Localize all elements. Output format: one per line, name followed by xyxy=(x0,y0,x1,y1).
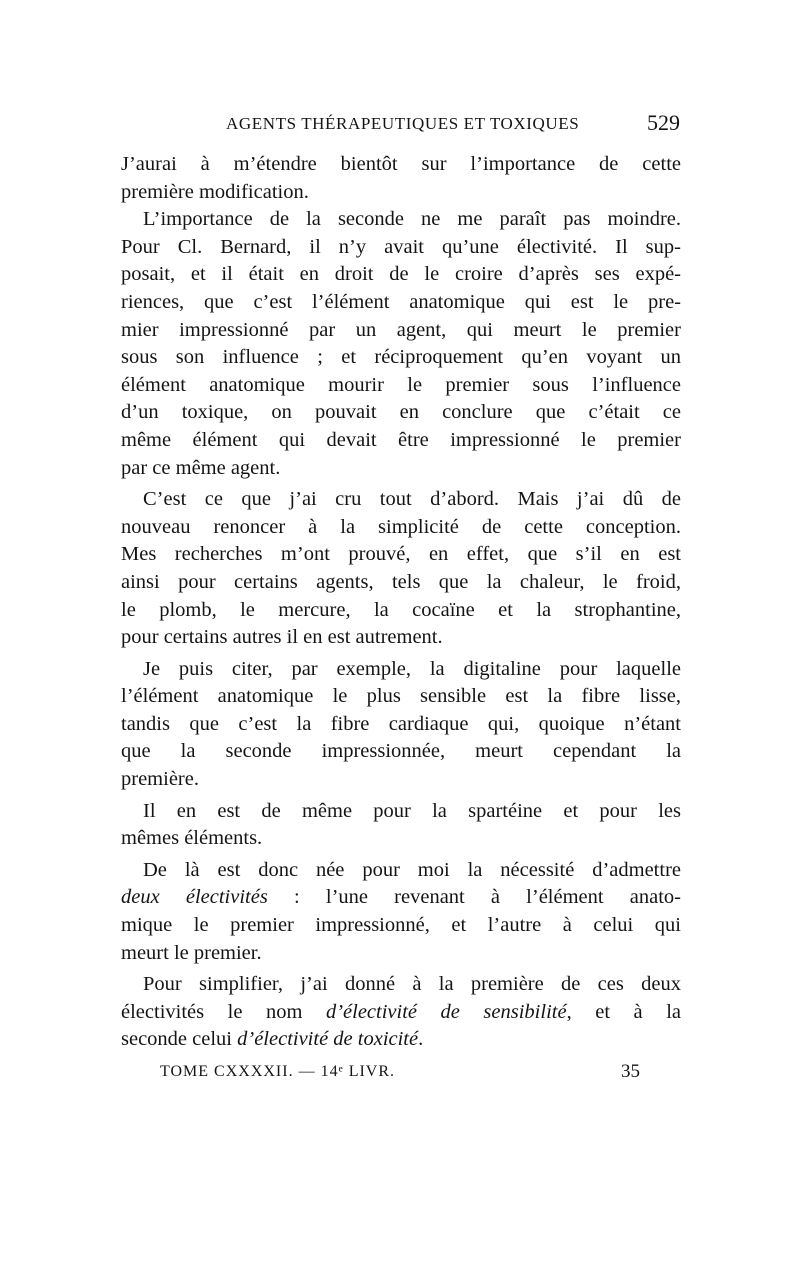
text-line: Il en est de même pour la spartéine et pour les xyxy=(143,799,681,822)
text-line: sous son influence ; et réciproquement qu’en voyant un xyxy=(121,346,681,369)
text-line: C’est ce que j’ai cru tout d’abord. Mais j’ai dû de xyxy=(143,488,681,511)
text-line: ainsi pour certains agents, tels que la chaleur, le froid, xyxy=(121,570,681,593)
text-line: mêmes éléments. xyxy=(121,827,263,850)
text-line: Je puis citer, par exemple, la digitaline pour laquelle xyxy=(143,657,681,680)
italic-term: deux électivités xyxy=(121,886,268,909)
paragraph-5 xyxy=(121,798,681,853)
body-text xyxy=(121,151,681,1054)
sheet-signature: 35 xyxy=(621,1061,640,1082)
text-line: meurt le premier. xyxy=(121,941,262,964)
volume-signature: TOME CXXXXII. — 14ᵉ LIVR. xyxy=(160,1063,396,1080)
italic-term: d’électivité de toxicité xyxy=(237,1028,419,1051)
paragraph-1 xyxy=(121,151,681,206)
text-line: le plomb, le mercure, la cocaïne et la strophantine, xyxy=(121,598,681,621)
text-line: posait, et il était en droit de le croire d’après ses expé- xyxy=(121,263,681,286)
text-line: par ce même agent. xyxy=(121,456,281,479)
text-line: mique le premier impressionné, et l’autre à celui qui xyxy=(121,914,681,937)
text-line: même élément qui devait être impressionné le premier xyxy=(121,428,681,451)
italic-term: d’électivité de sensibilité xyxy=(325,1000,567,1023)
text-line: première modification. xyxy=(121,180,309,203)
text-line: Pour Cl. Bernard, il n’y avait qu’une électivité. Il sup- xyxy=(121,235,681,258)
paragraph-2 xyxy=(121,206,681,482)
text-line: Pour simplifier, j’ai donné à la première de ces deux xyxy=(143,973,681,996)
text-line: Mes recherches m’ont prouvé, en effet, que s’il en est xyxy=(121,543,681,566)
text-line: que la seconde impressionnée, meurt cependant la xyxy=(121,740,681,763)
paragraph-6 xyxy=(121,857,681,967)
text-line-italic-mixed: électivités le nom d’électivité de sensibilité, et à la xyxy=(121,1000,681,1023)
text-line: première. xyxy=(121,768,199,791)
paragraph-3 xyxy=(121,486,681,652)
text-line: élément anatomique mourir le premier sous l’influence xyxy=(121,373,681,396)
text-line: L’importance de la seconde ne me paraît pas moindre. xyxy=(143,208,681,231)
text-line: mier impressionné par un agent, qui meurt le premier xyxy=(121,318,681,341)
text-line: nouveau renoncer à la simplicité de cette conception. xyxy=(121,515,681,538)
text-line: pour certains autres il en est autrement. xyxy=(121,626,443,649)
page-footer xyxy=(160,1063,640,1089)
text-line: De là est donc née pour moi la nécessité d’admettre xyxy=(143,858,681,881)
text-line-italic-mixed: seconde celui d’électivité de toxicité. xyxy=(121,1028,424,1051)
paragraph-7 xyxy=(121,971,681,1054)
text-line: d’un toxique, on pouvait en conclure que c’était ce xyxy=(121,401,681,424)
running-title: AGENTS THÉRAPEUTIQUES ET TOXIQUES xyxy=(226,114,580,133)
text-line: riences, que c’est l’élément anatomique qui est le pre- xyxy=(121,290,681,313)
text-line: J’aurai à m’étendre bientôt sur l’importance de cette xyxy=(121,153,681,175)
text-line: l’élément anatomique le plus sensible est la fibre lisse, xyxy=(121,685,681,708)
paragraph-4 xyxy=(121,656,681,794)
text-line: tandis que c’est la fibre cardiaque qui, quoique n’étant xyxy=(121,712,681,735)
running-head xyxy=(120,110,680,144)
page-number: 529 xyxy=(647,110,680,135)
text-line-italic-mixed: deux électivités : l’une revenant à l’élément anato- xyxy=(121,886,681,909)
